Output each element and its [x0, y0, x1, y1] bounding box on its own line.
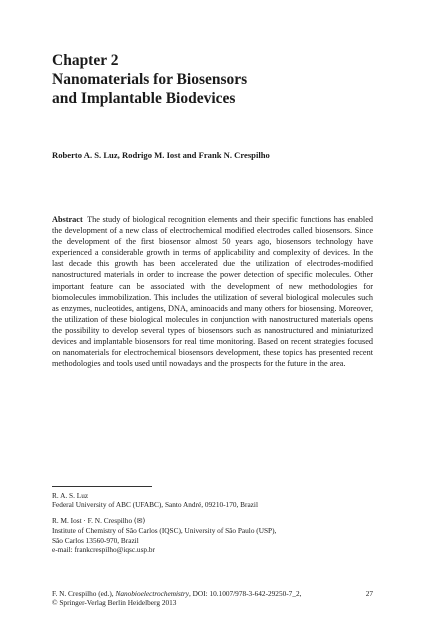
- citation-book-title: Nanobioelectrochemistry: [115, 589, 189, 598]
- affiliation-names: R. A. S. Luz: [52, 491, 89, 500]
- citation-doi[interactable]: , DOI: 10.1007/978-3-642-29250-7_2,: [188, 589, 302, 598]
- abstract: [52, 214, 373, 369]
- copyright-line: © Springer-Verlag Berlin Heidelberg 2013: [52, 598, 177, 608]
- affiliation-iost-crespilho: [52, 516, 373, 555]
- page-number: 27: [365, 589, 373, 598]
- citation-footer: [52, 589, 373, 608]
- chapter-title-line-1: Nanomaterials for Biosensors: [52, 71, 248, 88]
- abstract-text: The study of biological recognition elements and their specific functions has enabled the development of a new class of electrochemical modified electrodes called biosensors. Since the development of the first biosensor almost 50 years ago, biosensors technology have experienced a considerable growth in terms of applicability and complexity of devices. In the last decade this growth has been accelerated due the utilization of electrodes-modified nanostructured materials in order to increase the power detection of specific molecules. Other important feature can be associated with the development of new methodologies for biomolecules immobilization. This includes the utilization of several biological molecules such as enzymes, nucleotides, antigens, DNA, aminoacids and many others for biosensing. Moreover, the utilization of these biological molecules in conjunction with nanostructured materials opens the possibility to develop several types of biosensors such as nanostructured and miniaturized devices and implantable biosensors for real time monitoring. Based on recent strategies focused on nanomaterials for electrochemical biosensors development, these topics has presented recent methodologies and tools used until nowadays and the prospects for the future in the area.: [52, 215, 373, 369]
- affiliation-luz: [52, 491, 373, 510]
- affiliation-email[interactable]: e-mail: frankcrespilho@iqsc.usp.br: [52, 545, 155, 555]
- citation-line: [52, 589, 373, 598]
- affiliation-city: São Carlos 13560-970, Brazil: [52, 535, 139, 545]
- affiliation-names-line: [52, 516, 373, 526]
- citation-editor: F. N. Crespilho (ed.),: [52, 589, 116, 598]
- affiliation-institute: Institute of Chemistry of São Carlos (IQSC), University of São Paulo (USP),: [52, 526, 277, 536]
- author-list: Roberto A. S. Luz, Rodrigo M. Iost and Frank N. Crespilho: [52, 150, 270, 160]
- abstract-keyword: Abstract: [52, 215, 83, 224]
- footnote-divider: [52, 486, 152, 487]
- chapter-title-line-2: and Implantable Biodevices: [52, 90, 236, 107]
- affiliation-names: R. M. Iost · F. N. Crespilho: [52, 516, 133, 525]
- chapter-title: [52, 70, 382, 108]
- affiliation-address: Federal University of ABC (UFABC), Santo André, 09210-170, Brazil: [52, 500, 258, 510]
- chapter-label: Chapter 2: [52, 52, 119, 69]
- envelope-icon: (✉): [133, 517, 146, 525]
